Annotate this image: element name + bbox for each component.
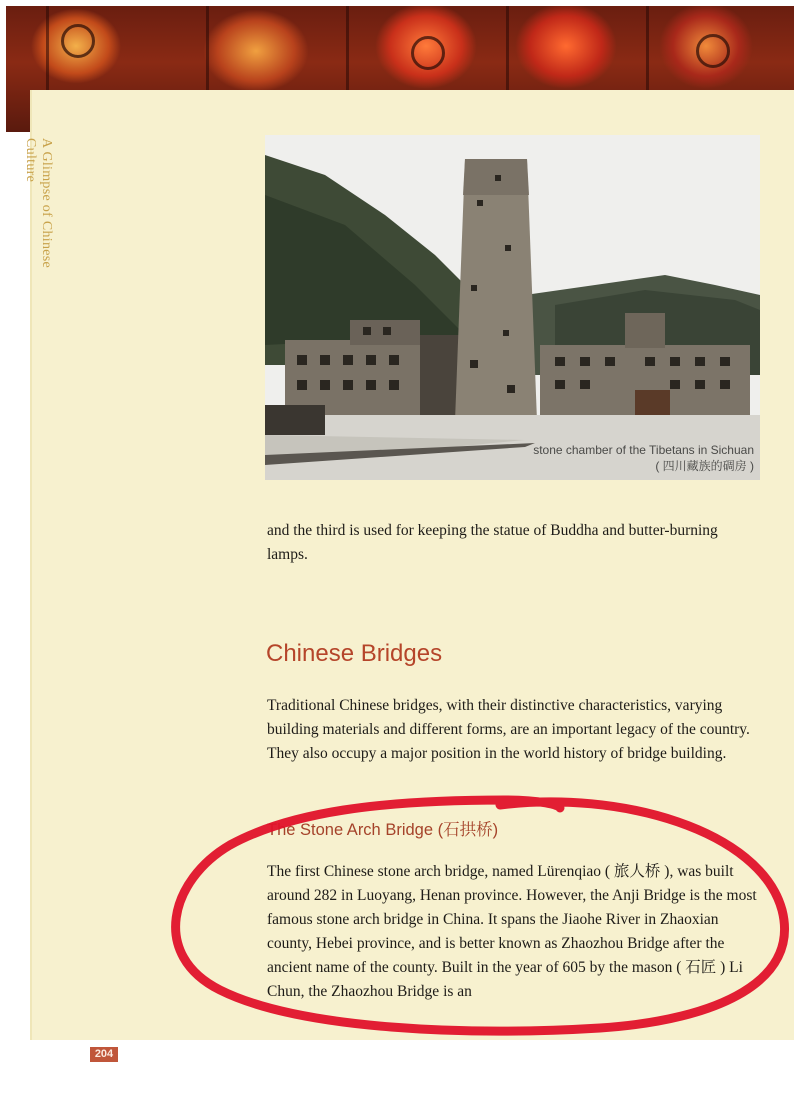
stone-chamber-illustration xyxy=(265,135,760,480)
subsection-title: The Stone Arch Bridge (石拱桥) xyxy=(267,821,499,839)
photo-caption-chinese: ( 四川藏族的碉房 ) xyxy=(655,459,754,473)
lantern-ornament xyxy=(696,34,730,68)
photo-caption-english: stone chamber of the Tibetans in Sichuan xyxy=(533,443,754,457)
intro-paragraph: and the third is used for keeping the statue of Buddha and butter-burning lamps. xyxy=(267,522,718,563)
section-paragraph: Traditional Chinese bridges, with their distinctive characteristics, varying building materials and different forms, are an important legacy of the country. They also occupy a major position in the world history of bridge building. xyxy=(267,697,750,762)
stone-chamber-photo xyxy=(265,135,760,480)
page-number: 204 xyxy=(90,1047,118,1062)
lantern-ornament xyxy=(411,36,445,70)
running-header: A Glimpse of Chinese Culture xyxy=(23,138,54,269)
subsection-paragraph: The first Chinese stone arch bridge, named Lürenqiao ( 旅人桥 ), was built around 282 in Luoyang, Henan province. However, the Anji Bridge is the most famous stone arch bridge in China. It spans the Jiaohe River in Zhaoxian county, Hebei province, and is better known as Zhaozhou Bridge after the ancient name of the county. Built in the year of 605 by the mason ( 石匠 ) Li Chun, the Zhaozhou Bridge is an xyxy=(267,863,757,1000)
photo-caption xyxy=(533,442,754,474)
section-title: Chinese Bridges xyxy=(266,640,443,667)
lantern-ornament xyxy=(61,24,95,58)
